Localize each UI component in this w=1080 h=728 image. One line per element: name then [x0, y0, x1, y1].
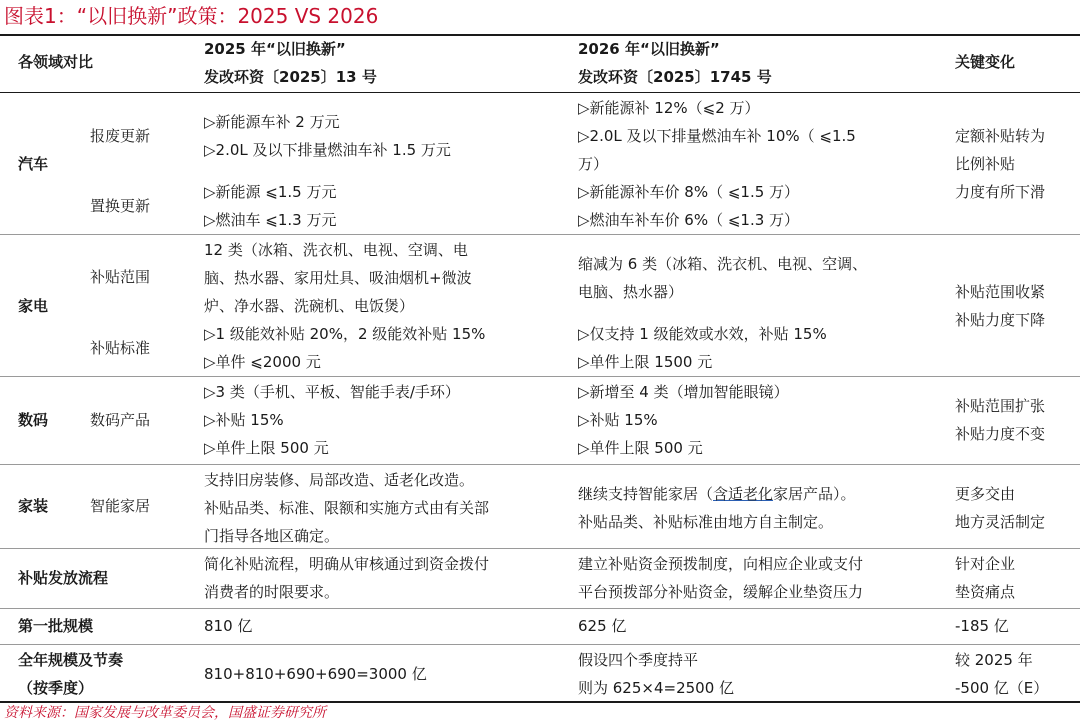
auto-2025-line: ▷新能源车补 2 万元: [204, 113, 340, 131]
domain-payout-process: 补贴发放流程: [18, 569, 109, 587]
appliance-change-line: 补贴范围收紧: [955, 283, 1046, 301]
row-divider: [0, 644, 1080, 645]
process-2026-line: 平台预拨部分补贴资金，缓解企业垫资压力: [578, 583, 864, 601]
appliance-2026-line: 电脑、热水器）: [578, 283, 684, 301]
digital-2026-line: ▷单件上限 500 元: [578, 439, 703, 457]
process-2026-line: 建立补贴资金预拨制度，向相应企业或支付: [578, 555, 864, 573]
home-2026-text: 家居产品）。: [773, 485, 856, 503]
row-divider: [0, 548, 1080, 549]
home-2026-line: 补贴品类、补贴标准由地方自主制定。: [578, 513, 834, 531]
first-batch-2025: 810 亿: [204, 617, 253, 635]
header-2025-doc: 发改环资〔2025〕13 号: [204, 68, 377, 86]
domain-first-batch: 第一批规模: [18, 617, 94, 635]
auto-2025-line: ▷燃油车 ⩽1.3 万元: [204, 211, 337, 229]
first-batch-2026: 625 亿: [578, 617, 627, 635]
sub-subsidy-scope: 补贴范围: [90, 268, 151, 286]
domain-digital: 数码: [18, 411, 49, 429]
home-2025-line: 支持旧房装修、局部改造、适老化改造。: [204, 471, 475, 489]
row-divider: [0, 234, 1080, 235]
auto-2026-line: ▷新能源补车价 8%（ ⩽1.5 万）: [578, 183, 800, 201]
auto-2026-line: ▷燃油车补车价 6%（ ⩽1.3 万）: [578, 211, 800, 229]
domain-annual-scale: 全年规模及节奏: [18, 651, 124, 669]
row-divider: [0, 464, 1080, 465]
domain-annual-quarterly: （按季度）: [18, 679, 94, 697]
annual-2025: 810+810+690+690=3000 亿: [204, 665, 427, 683]
home-2026-text: 继续支持智能家居（: [578, 485, 714, 503]
appliance-2025-line: ▷单件 ⩽2000 元: [204, 353, 321, 371]
domain-home: 家装: [18, 497, 49, 515]
appliance-2026-line: ▷仅支持 1 级能效或水效，补贴 15%: [578, 325, 827, 343]
home-2026-line: [578, 480, 856, 508]
auto-2025-line: ▷2.0L 及以下排量燃油车补 1.5 万元: [204, 141, 451, 159]
home-change-line: 更多交由: [955, 485, 1016, 503]
home-change-line: 地方灵活制定: [955, 513, 1046, 531]
appliance-2025-line: ▷1 级能效补贴 20%，2 级能效补贴 15%: [204, 325, 486, 343]
annual-2026-line: 则为 625×4=2500 亿: [578, 679, 735, 697]
appliance-2025-line: 脑、热水器、家用灶具、吸油烟机+微波: [204, 269, 472, 287]
auto-2026-line: 万）: [578, 155, 609, 173]
auto-2025-line: ▷新能源 ⩽1.5 万元: [204, 183, 337, 201]
auto-change-line: 定额补贴转为: [955, 127, 1046, 145]
annual-2026-line: 假设四个季度持平: [578, 651, 699, 669]
header-2026-title: 2026 年“以旧换新”: [578, 40, 720, 58]
domain-appliance: 家电: [18, 297, 49, 315]
source-note: 资料来源：国家发展与改革委员会，国盛证券研究所: [4, 705, 326, 721]
annual-change-line: 较 2025 年: [955, 651, 1033, 669]
digital-2026-line: ▷补贴 15%: [578, 411, 658, 429]
home-2025-line: 门指导各地区确定。: [204, 527, 340, 545]
process-change-line: 针对企业: [955, 555, 1016, 573]
sub-scrap-update: 报废更新: [90, 127, 151, 145]
header-key-change: 关键变化: [955, 53, 1016, 71]
appliance-change-line: 补贴力度下降: [955, 311, 1046, 329]
home-2026-underlined-text: 含适老化: [713, 485, 774, 503]
top-rule: [0, 34, 1080, 36]
annual-change-line: -500 亿（E）: [955, 679, 1049, 697]
row-divider: [0, 608, 1080, 609]
sub-smart-home: 智能家居: [90, 497, 151, 515]
sub-subsidy-standard: 补贴标准: [90, 339, 151, 357]
process-change-line: 垫资痛点: [955, 583, 1016, 601]
digital-2025-line: ▷补贴 15%: [204, 411, 284, 429]
sub-replace-update: 置换更新: [90, 197, 151, 215]
row-divider: [0, 376, 1080, 377]
digital-2025-line: ▷3 类（手机、平板、智能手表/手环）: [204, 383, 460, 401]
digital-2025-line: ▷单件上限 500 元: [204, 439, 329, 457]
domain-auto: 汽车: [18, 155, 49, 173]
header-rule: [0, 92, 1080, 93]
appliance-2026-line: 缩减为 6 类（冰箱、洗衣机、电视、空调、: [578, 255, 868, 273]
auto-2026-line: ▷2.0L 及以下排量燃油车补 10%（ ⩽1.5: [578, 127, 856, 145]
header-domain: 各领域对比: [18, 53, 94, 71]
figure-title: 图表1：“以旧换新”政策：2025 VS 2026: [4, 4, 379, 28]
digital-change-line: 补贴力度不变: [955, 425, 1046, 443]
auto-change-line: 比例补贴: [955, 155, 1016, 173]
header-2026-doc: 发改环资〔2025〕1745 号: [578, 68, 772, 86]
appliance-2025-line: 12 类（冰箱、洗衣机、电视、空调、电: [204, 241, 468, 259]
process-2025-line: 消费者的时限要求。: [204, 583, 340, 601]
process-2025-line: 简化补贴流程，明确从审核通过到资金拨付: [204, 555, 490, 573]
auto-2026-line: ▷新能源补 12%（⩽2 万）: [578, 99, 760, 117]
digital-change-line: 补贴范围扩张: [955, 397, 1046, 415]
header-2025-title: 2025 年“以旧换新”: [204, 40, 346, 58]
auto-change-line: 力度有所下滑: [955, 183, 1046, 201]
sub-digital-products: 数码产品: [90, 411, 151, 429]
digital-2026-line: ▷新增至 4 类（增加智能眼镜）: [578, 383, 789, 401]
first-batch-change: -185 亿: [955, 617, 1009, 635]
appliance-2026-line: ▷单件上限 1500 元: [578, 353, 713, 371]
appliance-2025-line: 炉、净水器、洗碗机、电饭煲）: [204, 297, 415, 315]
home-2025-line: 补贴品类、标准、限额和实施方式由有关部: [204, 499, 490, 517]
